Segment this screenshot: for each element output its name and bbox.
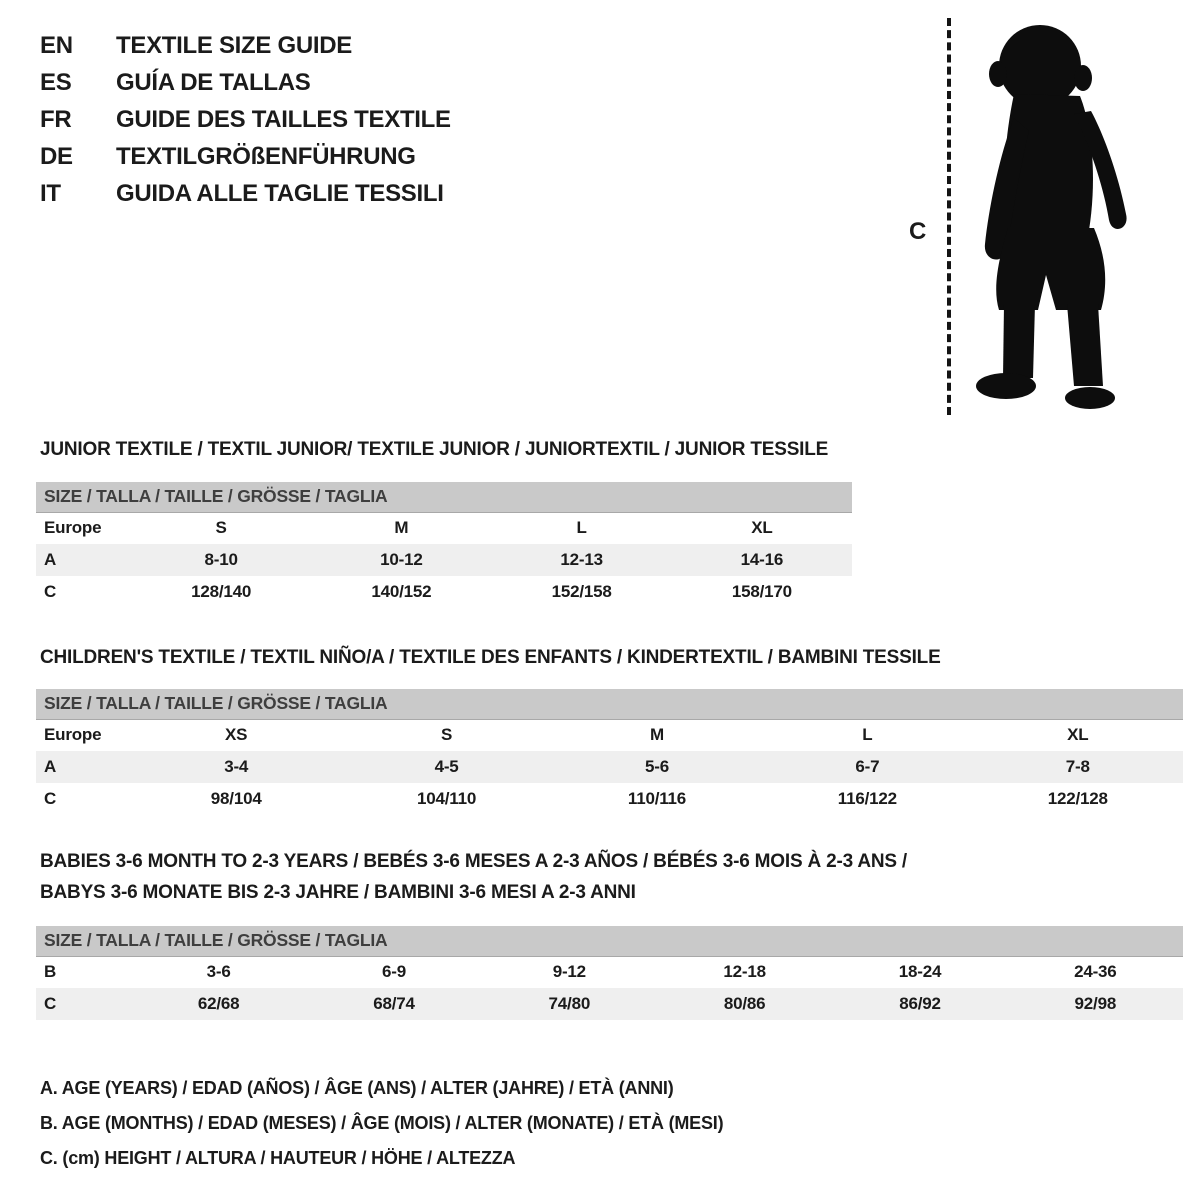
value-cell: XL	[751, 518, 773, 538]
language-code: IT	[40, 179, 61, 207]
language-code: DE	[40, 142, 73, 170]
legend-line: B. AGE (MONTHS) / EDAD (MESES) / ÂGE (MOIS) / ALTER (MONATE) / ETÀ (MESI)	[40, 1113, 724, 1133]
value-cell: 10-12	[311, 544, 491, 576]
value-cell: 4-5	[341, 751, 551, 783]
value-cell: 62/68	[131, 988, 306, 1020]
table-row	[36, 719, 1183, 751]
value-cell: 24-36	[1074, 962, 1117, 982]
language-code: FR	[40, 105, 72, 133]
language-title: GUIDA ALLE TAGLIE TESSILI	[116, 179, 444, 207]
height-measure-label: C	[909, 218, 927, 245]
table-row	[36, 751, 1183, 783]
language-title: GUÍA DE TALLAS	[116, 68, 311, 96]
size-table-header: SIZE / TALLA / TAILLE / GRÖSSE / TAGLIA	[36, 926, 1183, 956]
language-list	[40, 27, 451, 212]
value-cell: 3-6	[206, 962, 231, 982]
language-code: EN	[40, 31, 73, 59]
language-row	[40, 101, 451, 138]
junior-section-title	[40, 434, 828, 465]
table-row	[36, 576, 852, 608]
row-label-cell: B	[44, 962, 57, 982]
size-table-header-row	[36, 482, 852, 512]
legend-line: A. AGE (YEARS) / EDAD (AÑOS) / ÂGE (ANS) / ALTER (JAHRE) / ETÀ (ANNI)	[40, 1078, 674, 1098]
size-table-header: SIZE / TALLA / TAILLE / GRÖSSE / TAGLIA	[36, 482, 852, 512]
row-label-cell: C	[44, 582, 57, 601]
value-cell: 7-8	[973, 751, 1183, 783]
value-cell: 6-9	[382, 962, 406, 982]
row-label-cell: C	[36, 988, 131, 1020]
language-title: GUIDE DES TAILLES TEXTILE	[116, 105, 451, 133]
value-cell: 98/104	[210, 789, 262, 808]
language-title: TEXTILGRÖßENFÜHRUNG	[116, 142, 416, 170]
table-row	[36, 956, 1183, 988]
value-cell: 104/110	[417, 789, 477, 808]
value-cell: 158/170	[731, 582, 792, 601]
value-cell: 128/140	[191, 582, 252, 601]
row-label-cell: A	[36, 544, 131, 576]
section-title-line: JUNIOR TEXTILE / TEXTIL JUNIOR/ TEXTILE JUNIOR / JUNIORTEXTIL / JUNIOR TESSILE	[40, 439, 829, 460]
value-cell: 9-12	[552, 962, 586, 982]
size-table-header-row	[36, 926, 1183, 956]
measurement-legend	[40, 1071, 723, 1176]
value-cell: M	[394, 518, 409, 538]
table-row	[36, 512, 852, 544]
value-cell: S	[441, 725, 453, 745]
language-row	[40, 175, 451, 212]
language-title: TEXTILE SIZE GUIDE	[116, 31, 352, 59]
legend-line: C. (cm) HEIGHT / ALTURA / HAUTEUR / HÖHE / ALTEZZA	[40, 1148, 516, 1168]
value-cell: 140/152	[371, 582, 432, 601]
value-cell: XL	[1067, 725, 1089, 745]
value-cell: 12-18	[723, 962, 766, 982]
value-cell: 74/80	[482, 988, 657, 1020]
table-row	[36, 544, 852, 576]
table-row	[36, 988, 1183, 1020]
value-cell: 92/98	[1008, 988, 1183, 1020]
value-cell: S	[215, 518, 227, 538]
value-cell: 5-6	[552, 751, 762, 783]
children-size-table	[36, 689, 1183, 815]
value-cell: 116/122	[837, 789, 897, 808]
section-title-line: BABIES 3-6 MONTH TO 2-3 YEARS / BEBÉS 3-6 MESES A 2-3 AÑOS / BÉBÉS 3-6 MOIS À 2-3 ANS /	[40, 851, 908, 872]
children-size-table-wrap	[36, 689, 1183, 815]
section-title-line: CHILDREN'S TEXTILE / TEXTIL NIÑO/A / TEXTILE DES ENFANTS / KINDERTEXTIL / BAMBINI TESSILE	[40, 647, 941, 668]
value-cell: 152/158	[551, 582, 612, 601]
size-table-header-row	[36, 689, 1183, 719]
value-cell: 18-24	[898, 962, 942, 982]
babies-size-table	[36, 926, 1183, 1020]
junior-size-table	[36, 482, 852, 608]
value-cell: 110/116	[627, 789, 687, 808]
row-label-cell: Europe	[44, 518, 102, 538]
height-measure-dashed-line	[947, 18, 951, 415]
value-cell: 8-10	[131, 544, 311, 576]
size-table-header: SIZE / TALLA / TAILLE / GRÖSSE / TAGLIA	[36, 689, 1183, 719]
table-row	[36, 783, 1183, 815]
children-section-title	[40, 642, 941, 673]
value-cell: M	[649, 725, 664, 745]
value-cell: 3-4	[131, 751, 341, 783]
section-title-line: BABYS 3-6 MONATE BIS 2-3 JAHRE / BAMBINI 3-6 MESI A 2-3 ANNI	[40, 882, 636, 903]
value-cell: 6-7	[762, 751, 972, 783]
value-cell: 14-16	[672, 544, 852, 576]
language-row	[40, 138, 451, 175]
row-label-cell: A	[36, 751, 131, 783]
value-cell: 12-13	[492, 544, 672, 576]
value-cell: 68/74	[306, 988, 481, 1020]
value-cell: L	[862, 725, 873, 745]
row-label-cell: C	[44, 789, 57, 808]
language-row	[40, 27, 451, 64]
language-code: ES	[40, 68, 72, 96]
value-cell: XS	[225, 725, 248, 745]
row-label-cell: Europe	[44, 725, 102, 745]
value-cell: L	[576, 518, 587, 538]
babies-section-title	[40, 846, 907, 908]
value-cell: 86/92	[832, 988, 1007, 1020]
babies-size-table-wrap	[36, 926, 1183, 1020]
toddler-silhouette-icon	[962, 14, 1142, 416]
junior-size-table-wrap	[36, 482, 852, 608]
language-row	[40, 64, 451, 101]
value-cell: 80/86	[657, 988, 832, 1020]
value-cell: 122/128	[1047, 789, 1108, 808]
